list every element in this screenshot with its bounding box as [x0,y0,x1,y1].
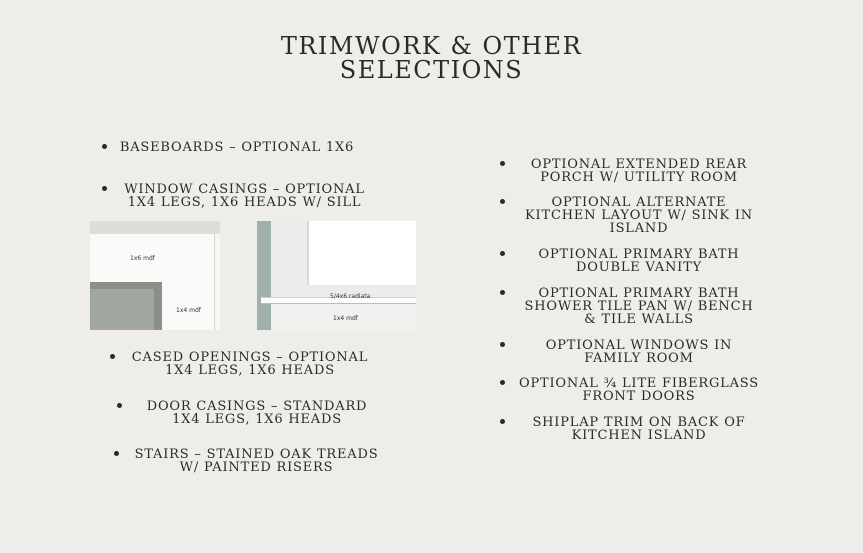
trim-photo-casing [90,221,220,330]
list-item-door-casings: DOOR CASINGS – STANDARD 1X4 LEGS, 1X6 HEADS [117,400,397,426]
label-leg-casing: 1x4 mdf [176,307,201,314]
title-line-2: SELECTIONS [339,56,524,84]
list-item-shiplap: SHIPLAP TRIM ON BACK OF KITCHEN ISLAND [500,416,778,442]
bullet-icon [102,144,107,149]
list-item-double-vanity: OPTIONAL PRIMARY BATH DOUBLE VANITY [500,248,778,274]
list-item-window-casings: WINDOW CASINGS – OPTIONAL 1X4 LEGS, 1X6 HEADS W/ SILL [102,183,387,209]
opening-inner [90,289,154,330]
page-title [0,34,863,82]
title-line-1: TRIMWORK & OTHER [280,32,583,60]
bullet-icon [500,342,505,347]
bullet-icon [500,380,505,385]
list-item-front-doors: OPTIONAL ¾ LITE FIBERGLASS FRONT DOORS [500,377,778,403]
label-sill: 5/4x6 radiata [330,293,371,300]
bullet-icon [500,290,505,295]
bullet-icon [110,354,115,359]
list-item-stairs: STAIRS – STAINED OAK TREADS W/ PAINTED RISERS [114,448,399,474]
list-item-shower-tile: OPTIONAL PRIMARY BATH SHOWER TILE PAN W/ BENCH & TILE WALLS [500,287,778,326]
bullet-icon [102,186,107,191]
wall-area [90,221,220,234]
bullet-icon [114,451,119,456]
label-head-casing: 1x6 mdf [130,255,155,262]
bullet-icon [117,403,122,408]
bullet-icon [500,251,505,256]
list-item-kitchen-layout: OPTIONAL ALTERNATE KITCHEN LAYOUT W/ SINK IN ISLAND [500,196,778,235]
window-glass [307,221,416,285]
bullet-icon [500,199,505,204]
list-item-baseboards: BASEBOARDS – OPTIONAL 1X6 [102,141,372,154]
bullet-icon [500,419,505,424]
label-apron: 1x4 mdf [333,315,358,322]
trim-photo-window [257,221,416,330]
wall-left [257,221,271,330]
list-item-rear-porch: OPTIONAL EXTENDED REAR PORCH W/ UTILITY ROOM [500,158,778,184]
bullet-icon [500,161,505,166]
list-item-cased-openings: CASED OPENINGS – OPTIONAL 1X4 LEGS, 1X6 HEADS [110,351,390,377]
list-item-family-windows: OPTIONAL WINDOWS IN FAMILY ROOM [500,339,778,365]
